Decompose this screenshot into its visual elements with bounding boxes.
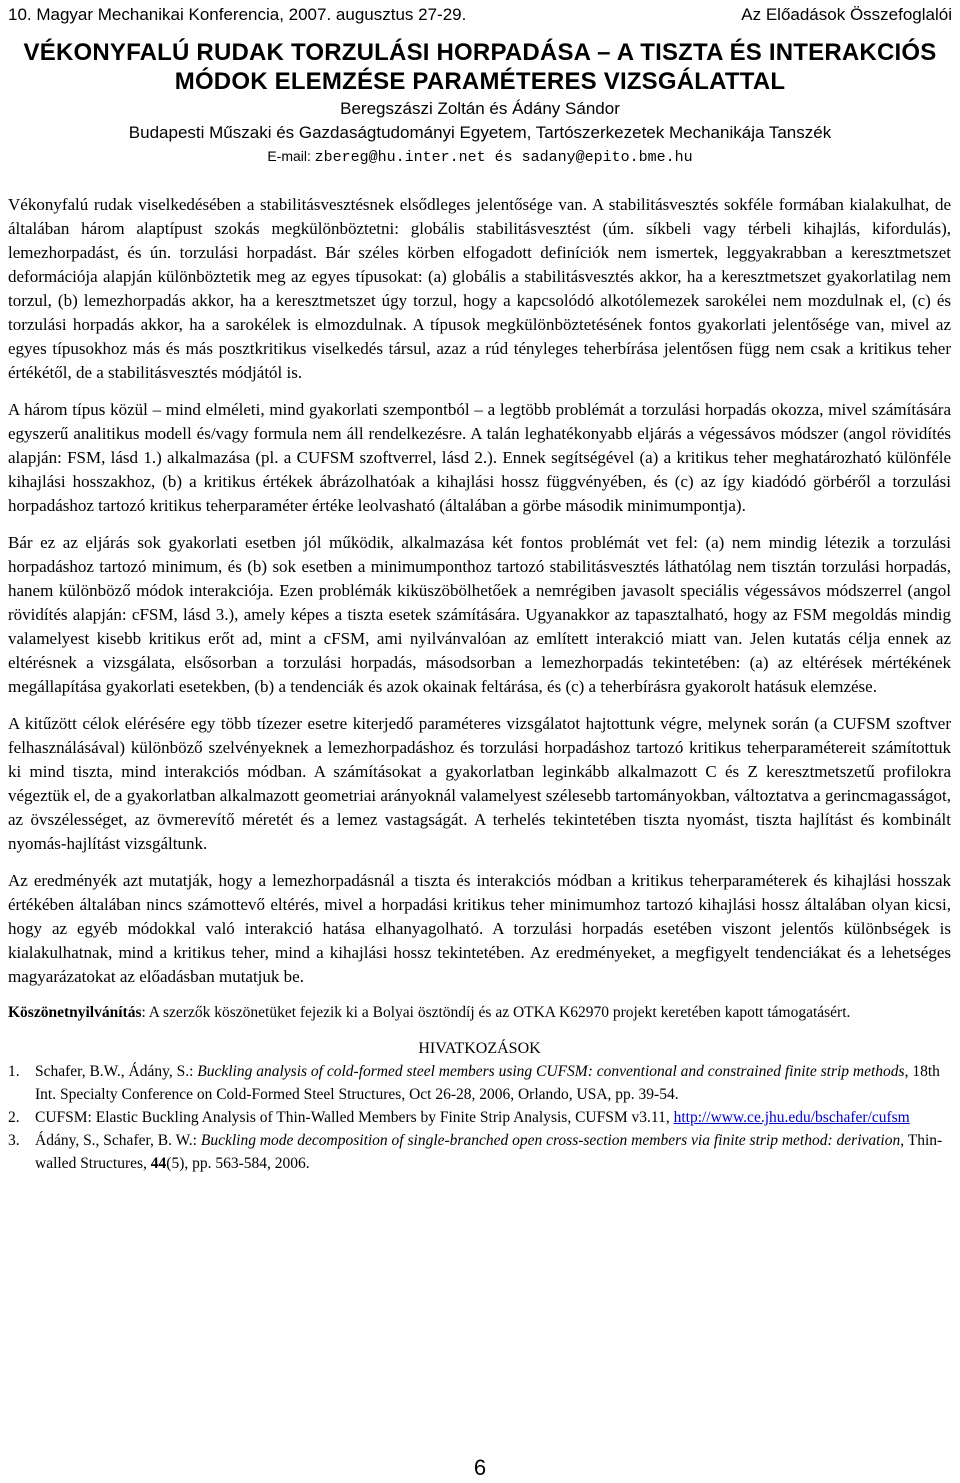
reference-source: , 18th Int. Specialty Conference on Cold-Formed Steel Structures, Oct 26-28, 2006, Orlando, USA, pp. 39-54. [35, 1063, 940, 1103]
paragraph-3: Bár ez az eljárás sok gyakorlati esetben jól működik, alkalmazása két fontos problémát vet fel: (a) nem mindig létezik a torzulási horpadáshoz tartozó minimum, és (b) sok esetben a minimumponthoz tartozó stabilitásvesztés láthatólag nem tisztán torzulási horpadás, hanem különböző módok interakciója. Ezen problémák kiküszöbölhetőek a nemrégiben javasolt speciális végessávos módszerrel (angol rövidítés alapján: cFSM, lásd 3.), amely képes a tiszta esetek számítására. Ugyanakkor az tapasztalható, hogy az FSM megoldás mindig valamelyest kisebb kritikus erőt ad, mint a cFSM, ami nyilvánvalóan az említett interakció miatt van. Jelen kutatás célja ennek az eltérésnek a vizsgálata, elsősorban a torzulási horpadás, másodsorban a lemezhorpadás tekintetében: (a) az eltérések mértékének megállapítása gyakorlati esetekben, (b) a tendenciák és azok okainak feltárása, és (c) a teherbírásra gyakorolt hatásuk elemzése. [8, 533, 951, 696]
reference-source: , Thin-walled Structures, [35, 1132, 943, 1172]
paper-title [0, 38, 960, 96]
page-number: 6 [473, 1455, 487, 1480]
reference-title: Buckling analysis of cold-formed steel members using CUFSM: conventional and constrained finite strip methods [197, 1063, 905, 1080]
author-block [0, 97, 960, 145]
reference-title: Buckling mode decomposition of single-branched open cross-section members via finite strip method: derivation [200, 1132, 901, 1149]
reference-item [8, 1106, 951, 1129]
acknowledgement [8, 1002, 951, 1024]
reference-number: 1. [8, 1063, 20, 1080]
reference-number: 2. [8, 1109, 20, 1126]
section-name: Az Előadások Összefoglalói [741, 5, 952, 24]
title-line-2: MÓDOK ELEMZÉSE PARAMÉTERES VIZSGÁLATTAL [174, 68, 786, 95]
reference-authors: Ádány, S., Schafer, B. W.: [35, 1132, 201, 1149]
reference-volume: 44 [150, 1155, 167, 1172]
references-heading: HIVATKOZÁSOK [418, 1040, 541, 1057]
running-header [8, 2, 952, 28]
title-line-1: VÉKONYFALÚ RUDAK TORZULÁSI HORPADÁSA – A TISZTA ÉS INTERAKCIÓS [23, 39, 937, 66]
reference-authors: CUFSM: Elastic Buckling Analysis of Thin-Walled Members by Finite Strip Analysis, CUFSM v3.11, [35, 1109, 674, 1126]
reference-authors: Schafer, B.W., Ádány, S.: [35, 1063, 198, 1080]
reference-pages: (5), pp. 563-584, 2006. [166, 1155, 310, 1172]
email-addresses: zbereg@hu.inter.net és sadany@epito.bme.hu [314, 149, 693, 166]
conference-name: 10. Magyar Mechanikai Konferencia, 2007. augusztus 27-29. [8, 5, 467, 24]
acknowledgement-label: Köszönetnyilvánítás [8, 1004, 142, 1021]
abstract-body [8, 193, 951, 1175]
reference-number: 3. [8, 1132, 20, 1149]
email-label: E-mail: [267, 148, 311, 164]
reference-list [8, 1060, 951, 1175]
reference-item [8, 1129, 951, 1175]
paragraph-5: Az eredményék azt mutatják, hogy a lemezhorpadásnál a tiszta és interakciós módban a kritikus teherparaméterek és kihajlási hosszak értékében általában nincs számottevő eltérés, mivel a horpadási kritikus teher minimumhoz tartozó kihajlási hossz általában olyan kicsi, hogy az egyéb módokkal való interakció hatása elhanyagolható. A torzulási horpadás esetében viszont jelentős különbségek is kialakulhatnak, mind a kritikus teher, mind a kihajlási hossz tekintetében. Az eredményeket, a megfigyelt tendenciákat és a lehetséges magyarázatokat az előadásban mutatjuk be. [8, 871, 951, 986]
paragraph-4: A kitűzött célok elérésére egy több tízezer esetre kiterjedő paraméteres vizsgálatot hajtottunk végre, melynek során (a CUFSM szoftver felhasználásával) különböző szelvényeknek a lemezhorpadáshoz és torzulási horpadáshoz tartozó kritikus teherparamétereit számítottuk ki mind tiszta, mind interakciós módban. A számításokat a gyakorlatban leginkább alkalmazott C és Z keresztmetszetű profilokra végeztük el, de a gyakorlatban alkalmazott geometriai arányoknál valamelyest szélesebb tartományokban, változtatva a gerincmagasságot, az övszélességet, az övmerevítő méretét és a lemez vastagságát. A terhelés tekintetében tiszta nyomást, tiszta hajlítást és kombinált nyomás-hajlítást vizsgáltunk. [8, 714, 951, 853]
author-names: Beregszászi Zoltán és Ádány Sándor [340, 99, 620, 118]
paragraph-2: A három típus közül – mind elméleti, mind gyakorlati szempontból – a legtöbb problémát a torzulási horpadás okozza, mivel számítására egyszerű analitikus modell és/vagy formula nem áll rendelkezésre. A talán leghatékonyabb eljárás a végessávos módszer (angol rövidítés alapján: FSM, lásd 1.) alkalmazása (pl. a CUFSM szoftverrel, lásd 2.). Ennek segítségével (a) a kritikus teher meghatározható különféle kihajlási hosszakhoz, (b) a kritikus értékek ábrázolhatóak a kihajlási hossz függvényében, és (c) az így kiadódó görbéről a torzulási horpadáshoz tartozó kritikus teherparaméter értéke leolvasható (általában a görbe második minimumpontja). [8, 400, 951, 515]
cufsm-link[interactable]: http://www.ce.jhu.edu/bschafer/cufsm [673, 1109, 910, 1126]
email-line [0, 146, 960, 168]
reference-item [8, 1060, 951, 1106]
acknowledgement-text: : A szerzők köszönetüket fejezik ki a Bolyai ösztöndíj és az OTKA K62970 projekt keretében kapott támogatásért. [141, 1004, 851, 1021]
paragraph-1: Vékonyfalú rudak viselkedésében a stabilitásvesztésnek elsődleges jelentősége van. A stabilitásvesztés sokféle formában kialakulhat, de általában három alaptípust szokás megkülönböztetni: globális stabilitásvesztést (úm. síkbeli vagy térbeli kihajlás, kifordulás), lemezhorpadást, és ún. torzulási horpadást. Bár széles körben elfogadott definíciók nem ismertek, leggyakrabban a keresztmetszet deformációja alapján különböztetik meg az egyes típusokat: (a) globális a stabilitásvesztés akkor, ha a keresztmetszet gyakorlatilag nem torzul, (b) lemezhorpadás akkor, ha a keresztmetszet úgy torzul, hogy a kapcsolódó alkotólemezek sarokélei nem mozdulnak el, (c) és torzulási horpadás akkor, ha a sarokélek is elmozdulnak. A típusok megkülönböztetésének fontos gyakorlati jelentősége van, mivel az egyes típusokhoz más és más posztkritikus viselkedés társul, azaz a rúd tényleges teherbírása jelentősen függ nem csak a kritikus teher értékétől, de a stabilitásvesztés módjától is. [8, 195, 951, 382]
affiliation: Budapesti Műszaki és Gazdaságtudományi Egyetem, Tartószerkezetek Mechanikája Tanszék [128, 123, 832, 142]
